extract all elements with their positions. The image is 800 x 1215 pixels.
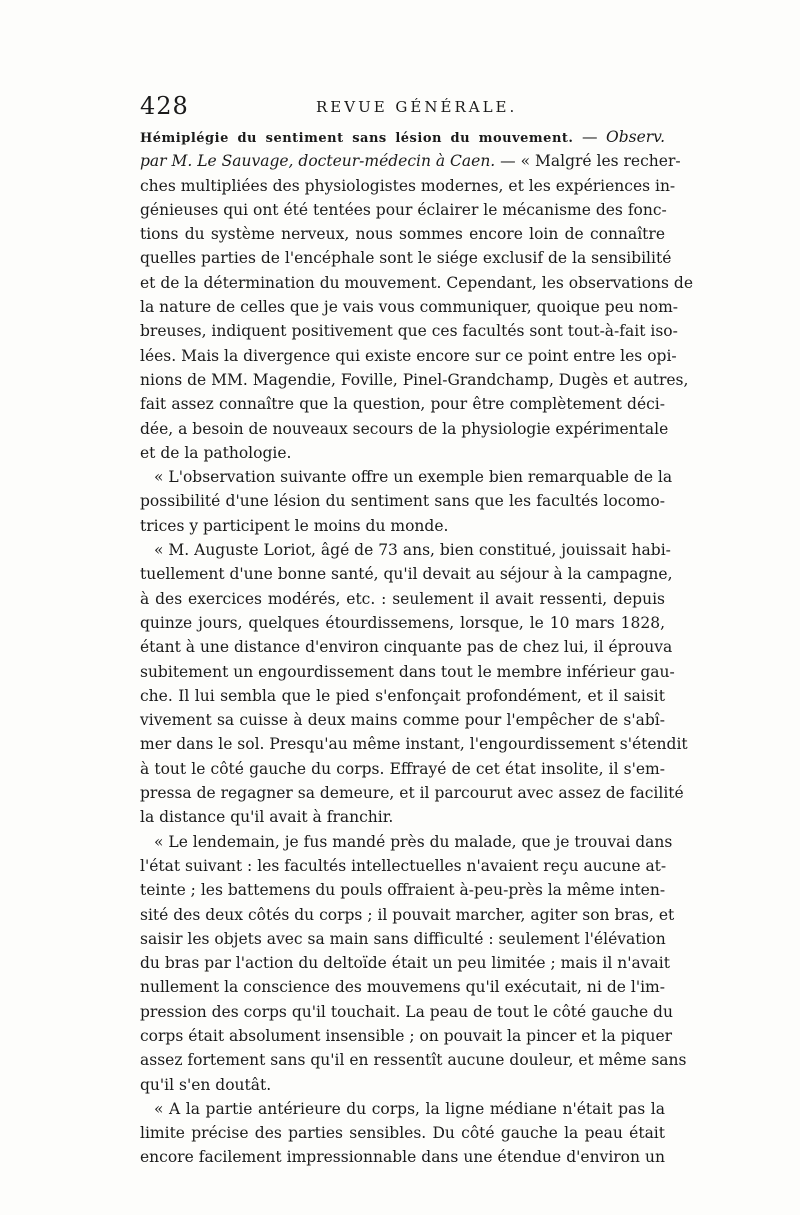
text-line: quelles parties de l'encéphale sont le siége exclusif de la sensibilité (140, 249, 672, 268)
article-title-line (140, 125, 665, 149)
text-line: nions de MM. Magendie, Foville, Pinel-Grandchamp, Dugès et autres, (140, 370, 689, 389)
text-line: limite précise des parties sensibles. Du côté gauche la peau était (140, 1124, 665, 1143)
text-line: breuses, indiquent positivement que ces facultés sont tout-à-fait iso- (140, 322, 678, 341)
text-line: encore facilement impressionnable dans une étendue d'environ un (140, 1148, 665, 1167)
text-line: quinze jours, quelques étourdissemens, lorsque, le 10 mars 1828, (140, 613, 665, 632)
text-line: étant à une distance d'environ cinquante pas de chez lui, il éprouva (140, 638, 673, 657)
observation-label: Observ. (605, 128, 665, 146)
text-line: possibilité d'une lésion du sentiment sans que les facultés locomo- (140, 492, 665, 511)
text-line: lées. Mais la divergence qui existe encore sur ce point entre les opi- (140, 346, 677, 365)
text-line: tuellement d'une bonne santé, qu'il devait au séjour à la campagne, (140, 565, 673, 584)
text-line: pression des corps qu'il touchait. La peau de tout le côté gauche du (140, 1002, 673, 1021)
text-line: subitement un engourdissement dans tout le membre inférieur gau- (140, 662, 675, 681)
text-line: qu'il s'en doutât. (140, 1075, 272, 1094)
running-head: REVUE GÉNÉRALE. (316, 98, 518, 116)
author-byline: par M. Le Sauvage, docteur-médecin à Caen. (140, 152, 496, 171)
title-separator: — (573, 128, 606, 146)
text-line: l'état suivant : les facultés intellectuelles n'avaient reçu aucune at- (140, 856, 667, 875)
page-header (140, 92, 665, 122)
text-line: corps était absolument insensible ; on pouvait la pincer et la piquer (140, 1026, 673, 1045)
paragraph-opening: — « Malgré les recher- (495, 152, 681, 171)
page-number: 428 (140, 92, 189, 120)
text-line: « Le lendemain, je fus mandé près du malade, que je trouvai dans (154, 832, 673, 851)
text-line: à tout le côté gauche du corps. Effrayé de cet état insolite, il s'em- (140, 759, 665, 778)
text-line: mer dans le sol. Presqu'au même instant, l'engourdissement s'étendit (140, 735, 688, 754)
text-line: du bras par l'action du deltoïde était un peu limitée ; mais il n'avait (140, 954, 670, 973)
text-line: pressa de regagner sa demeure, et il parcourut avec assez de facilité (140, 784, 684, 803)
text-line: ches multipliées des physiologistes modernes, et les expériences in- (140, 176, 676, 195)
text-line: nullement la conscience des mouvemens qu'il exécutait, ni de l'im- (140, 978, 665, 997)
text-line: dée, a besoin de nouveaux secours de la physiologie expérimentale (140, 419, 669, 438)
article-body (140, 125, 694, 1170)
text-line: vivement sa cuisse à deux mains comme pour l'empêcher de s'abî- (140, 711, 665, 730)
text-line: et de la pathologie. (140, 443, 292, 462)
text-line: « L'observation suivante offre un exemple bien remarquable de la (154, 468, 673, 487)
text-line: « M. Auguste Loriot, âgé de 73 ans, bien constitué, jouissait habi- (154, 541, 671, 560)
article-title: Hémiplégie du sentiment sans lésion du mouvement. (140, 131, 574, 146)
text-line: assez fortement sans qu'il en ressentît aucune douleur, et même sans (140, 1051, 687, 1070)
text-line: sité des deux côtés du corps ; il pouvait marcher, agiter son bras, et (140, 905, 675, 924)
text-line: che. Il lui sembla que le pied s'enfonçait profondément, et il saisit (140, 686, 665, 705)
text-line: fait assez connaître que la question, pour être complètement déci- (140, 395, 665, 414)
text-line: la distance qu'il avait à franchir. (140, 808, 394, 827)
byline-line (140, 149, 681, 173)
text-line: à des exercices modérés, etc. : seulement il avait ressenti, depuis (140, 589, 665, 608)
text-line: génieuses qui ont été tentées pour éclairer le mécanisme des fonc- (140, 200, 667, 219)
text-line: teinte ; les battemens du pouls offraient à-peu-près la même inten- (140, 881, 666, 900)
text-line: trices y participent le moins du monde. (140, 516, 449, 535)
text-line: « A la partie antérieure du corps, la ligne médiane n'était pas la (154, 1099, 665, 1118)
text-line: la nature de celles que je vais vous communiquer, quoique peu nom- (140, 298, 679, 317)
text-line: tions du système nerveux, nous sommes encore loin de connaître (140, 225, 665, 244)
text-line: et de la détermination du mouvement. Cependant, les observations de (140, 273, 694, 292)
text-line: saisir les objets avec sa main sans difficulté : seulement l'élévation (140, 929, 666, 948)
